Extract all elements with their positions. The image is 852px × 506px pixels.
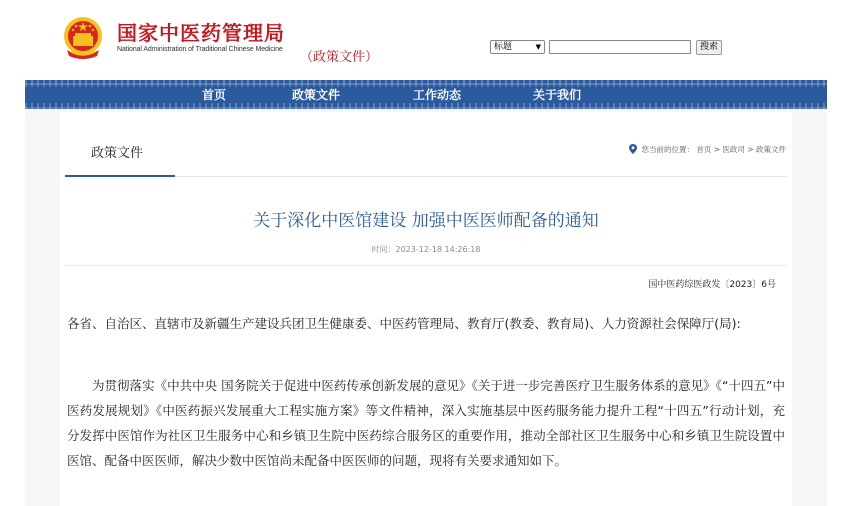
article-timestamp: 时间：2023-12-18 14:26:18 (371, 245, 481, 254)
article-divider (65, 265, 787, 266)
section-tab-underline (65, 175, 175, 177)
breadcrumb-separator: > (713, 145, 721, 154)
search-field-select[interactable] (490, 40, 545, 54)
section-divider (175, 176, 787, 177)
chevron-down-icon: ▼ (535, 43, 541, 51)
document-number: 国中医药综医政发〔2023〕6号 (648, 280, 776, 290)
breadcrumb-item-home[interactable]: 首页 (696, 145, 712, 154)
site-title[interactable]: 国家中医药管理局 (117, 21, 285, 45)
site-section-label: （政策文件） (300, 50, 379, 65)
section-tab-policy[interactable]: 政策文件 (91, 146, 144, 161)
breadcrumb (629, 144, 786, 155)
site-header (25, 0, 827, 80)
breadcrumb-prefix: 您当前的位置： (641, 145, 694, 154)
nav-item-policy-documents[interactable]: 政策文件 (292, 88, 341, 102)
article-title: 关于深化中医馆建设 加强中医医师配备的通知 (253, 211, 599, 231)
nav-item-home[interactable]: 首页 (202, 88, 227, 102)
site-subtitle: National Administration of Traditional Chinese Medicine (117, 46, 283, 53)
article-paragraph-addressees: 各省、自治区、直辖市及新疆生产建设兵团卫生健康委、中医药管理局、教育厅(教委、教育局)、人力资源社会保障厅(局): (67, 316, 741, 331)
search-input[interactable] (549, 40, 691, 54)
breadcrumb-item-department[interactable]: 医政司 (722, 145, 745, 154)
article-container (60, 112, 792, 506)
search-field-select-value: 标题 (494, 42, 513, 52)
nav-item-about-us[interactable]: 关于我们 (533, 88, 582, 102)
page-frame (25, 0, 827, 506)
search-button[interactable]: 搜索 (696, 40, 722, 55)
location-pin-icon (629, 144, 637, 154)
breadcrumb-item-policy[interactable]: 政策文件 (756, 145, 786, 154)
national-emblem-icon[interactable] (61, 14, 105, 62)
main-nav (25, 80, 827, 109)
nav-item-work-updates[interactable]: 工作动态 (413, 88, 462, 102)
breadcrumb-separator: > (747, 145, 754, 154)
article-paragraph-intro: 为贯彻落实《中共中央 国务院关于促进中医药传承创新发展的意见》《关于进一步完善医疗卫生服务体系的意见》《“十四五”中医药发展规划》《中医药振兴发展重大工程实施方案》等文件精神，深入实施基层中医药服务能力提升工程“十四五”行动计划，充分发挥中医馆作为社区卫生服务中心和乡镇卫生院中医药综合服务区的重要作用，推动全部社区卫生服务中心和乡镇卫生院设置中医馆、配备中医医师，解决少数中医馆尚未配备中医医师的问题，现将有关要求通知如下。 (67, 378, 785, 468)
